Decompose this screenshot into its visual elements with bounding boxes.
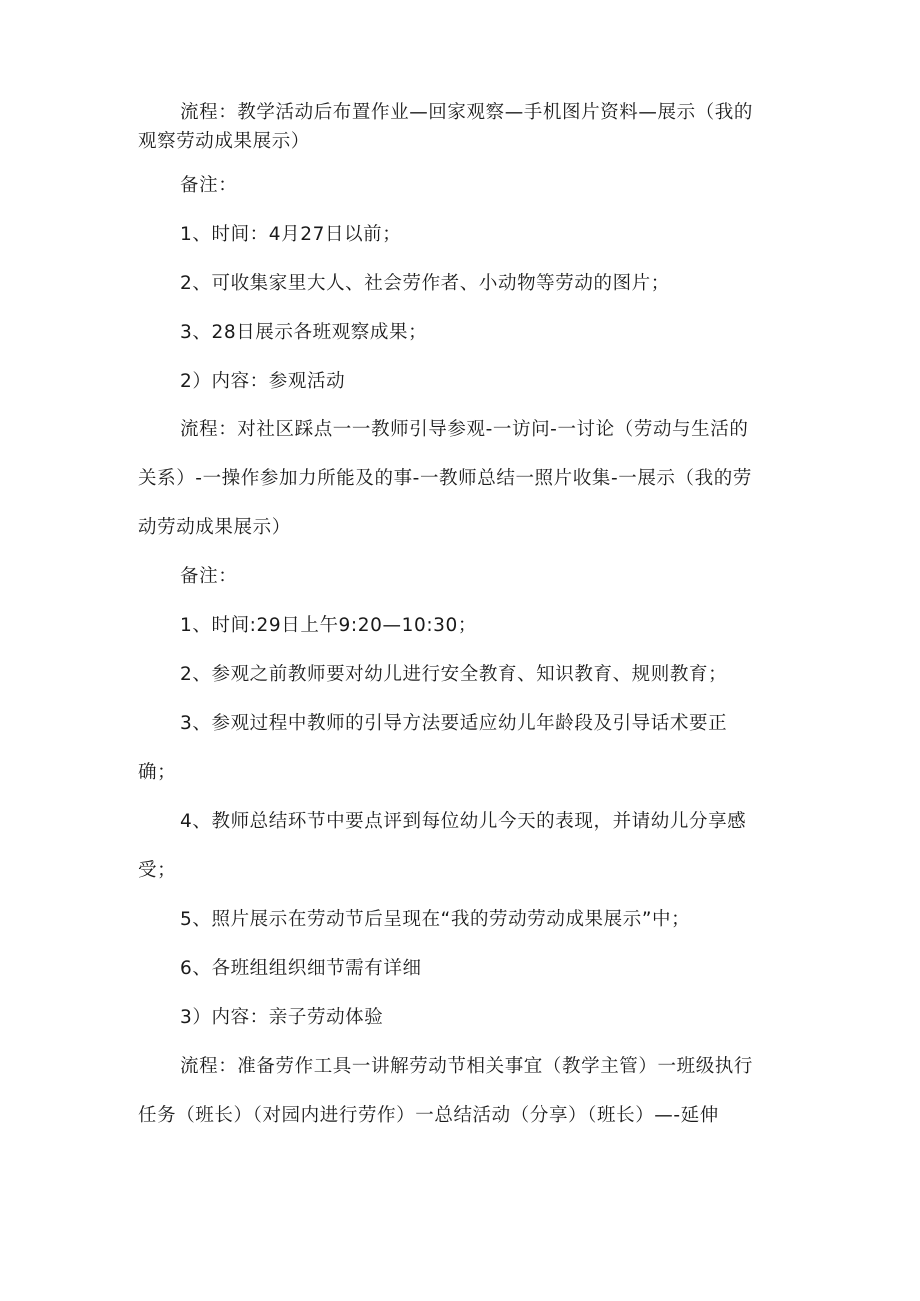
flow-paragraph-line: 观察劳动成果展示） <box>138 131 310 152</box>
list-item: 5、照片展示在劳动节后呈现在“我的劳动劳动成果展示”中； <box>180 909 691 930</box>
list-item: 3、28日展示各班观察成果； <box>180 322 428 343</box>
list-item: 1、时间:29日上午9:20—10:30； <box>180 615 478 636</box>
section-heading: 3）内容：亲子劳动体验 <box>180 1007 384 1028</box>
list-item: 3、参观过程中教师的引导方法要适应幼儿年龄段及引导话术要正 <box>180 713 728 734</box>
flow-paragraph-line: 关系）-一操作参加力所能及的事-一教师总结一照片收集-一展示（我的劳 <box>138 468 752 489</box>
list-item: 2、参观之前教师要对幼儿进行安全教育、知识教育、规则教育； <box>180 664 728 685</box>
list-item: 1、时间：4月27日以前； <box>180 224 402 245</box>
section-heading: 2）内容：参观活动 <box>180 371 346 392</box>
list-item-continuation: 受； <box>138 860 177 881</box>
flow-paragraph-line: 动劳动成果展示） <box>138 517 291 538</box>
flow-paragraph-line: 流程：对社区踩点一一教师引导参观-一访问-一讨论（劳动与生活的 <box>180 419 749 440</box>
note-label: 备注： <box>180 566 238 587</box>
note-label: 备注： <box>180 175 238 196</box>
flow-paragraph-line: 流程：教学活动后布置作业—回家观察—手机图片资料—展示（我的 <box>180 102 754 123</box>
flow-paragraph-line: 任务（班长）（对园内进行劳作）一总结活动（分享）（班长）—-延伸 <box>138 1105 719 1126</box>
list-item: 4、教师总结环节中要点评到每位幼儿今天的表现，并请幼儿分享感 <box>180 811 747 832</box>
list-item: 2、可收集家里大人、社会劳作者、小动物等劳动的图片； <box>180 273 670 294</box>
list-item-continuation: 确； <box>138 762 177 783</box>
list-item: 6、各班组组织细节需有详细 <box>180 958 422 979</box>
flow-paragraph-line: 流程：准备劳作工具一讲解劳动节相关事宜（教学主管）一班级执行 <box>180 1056 754 1077</box>
